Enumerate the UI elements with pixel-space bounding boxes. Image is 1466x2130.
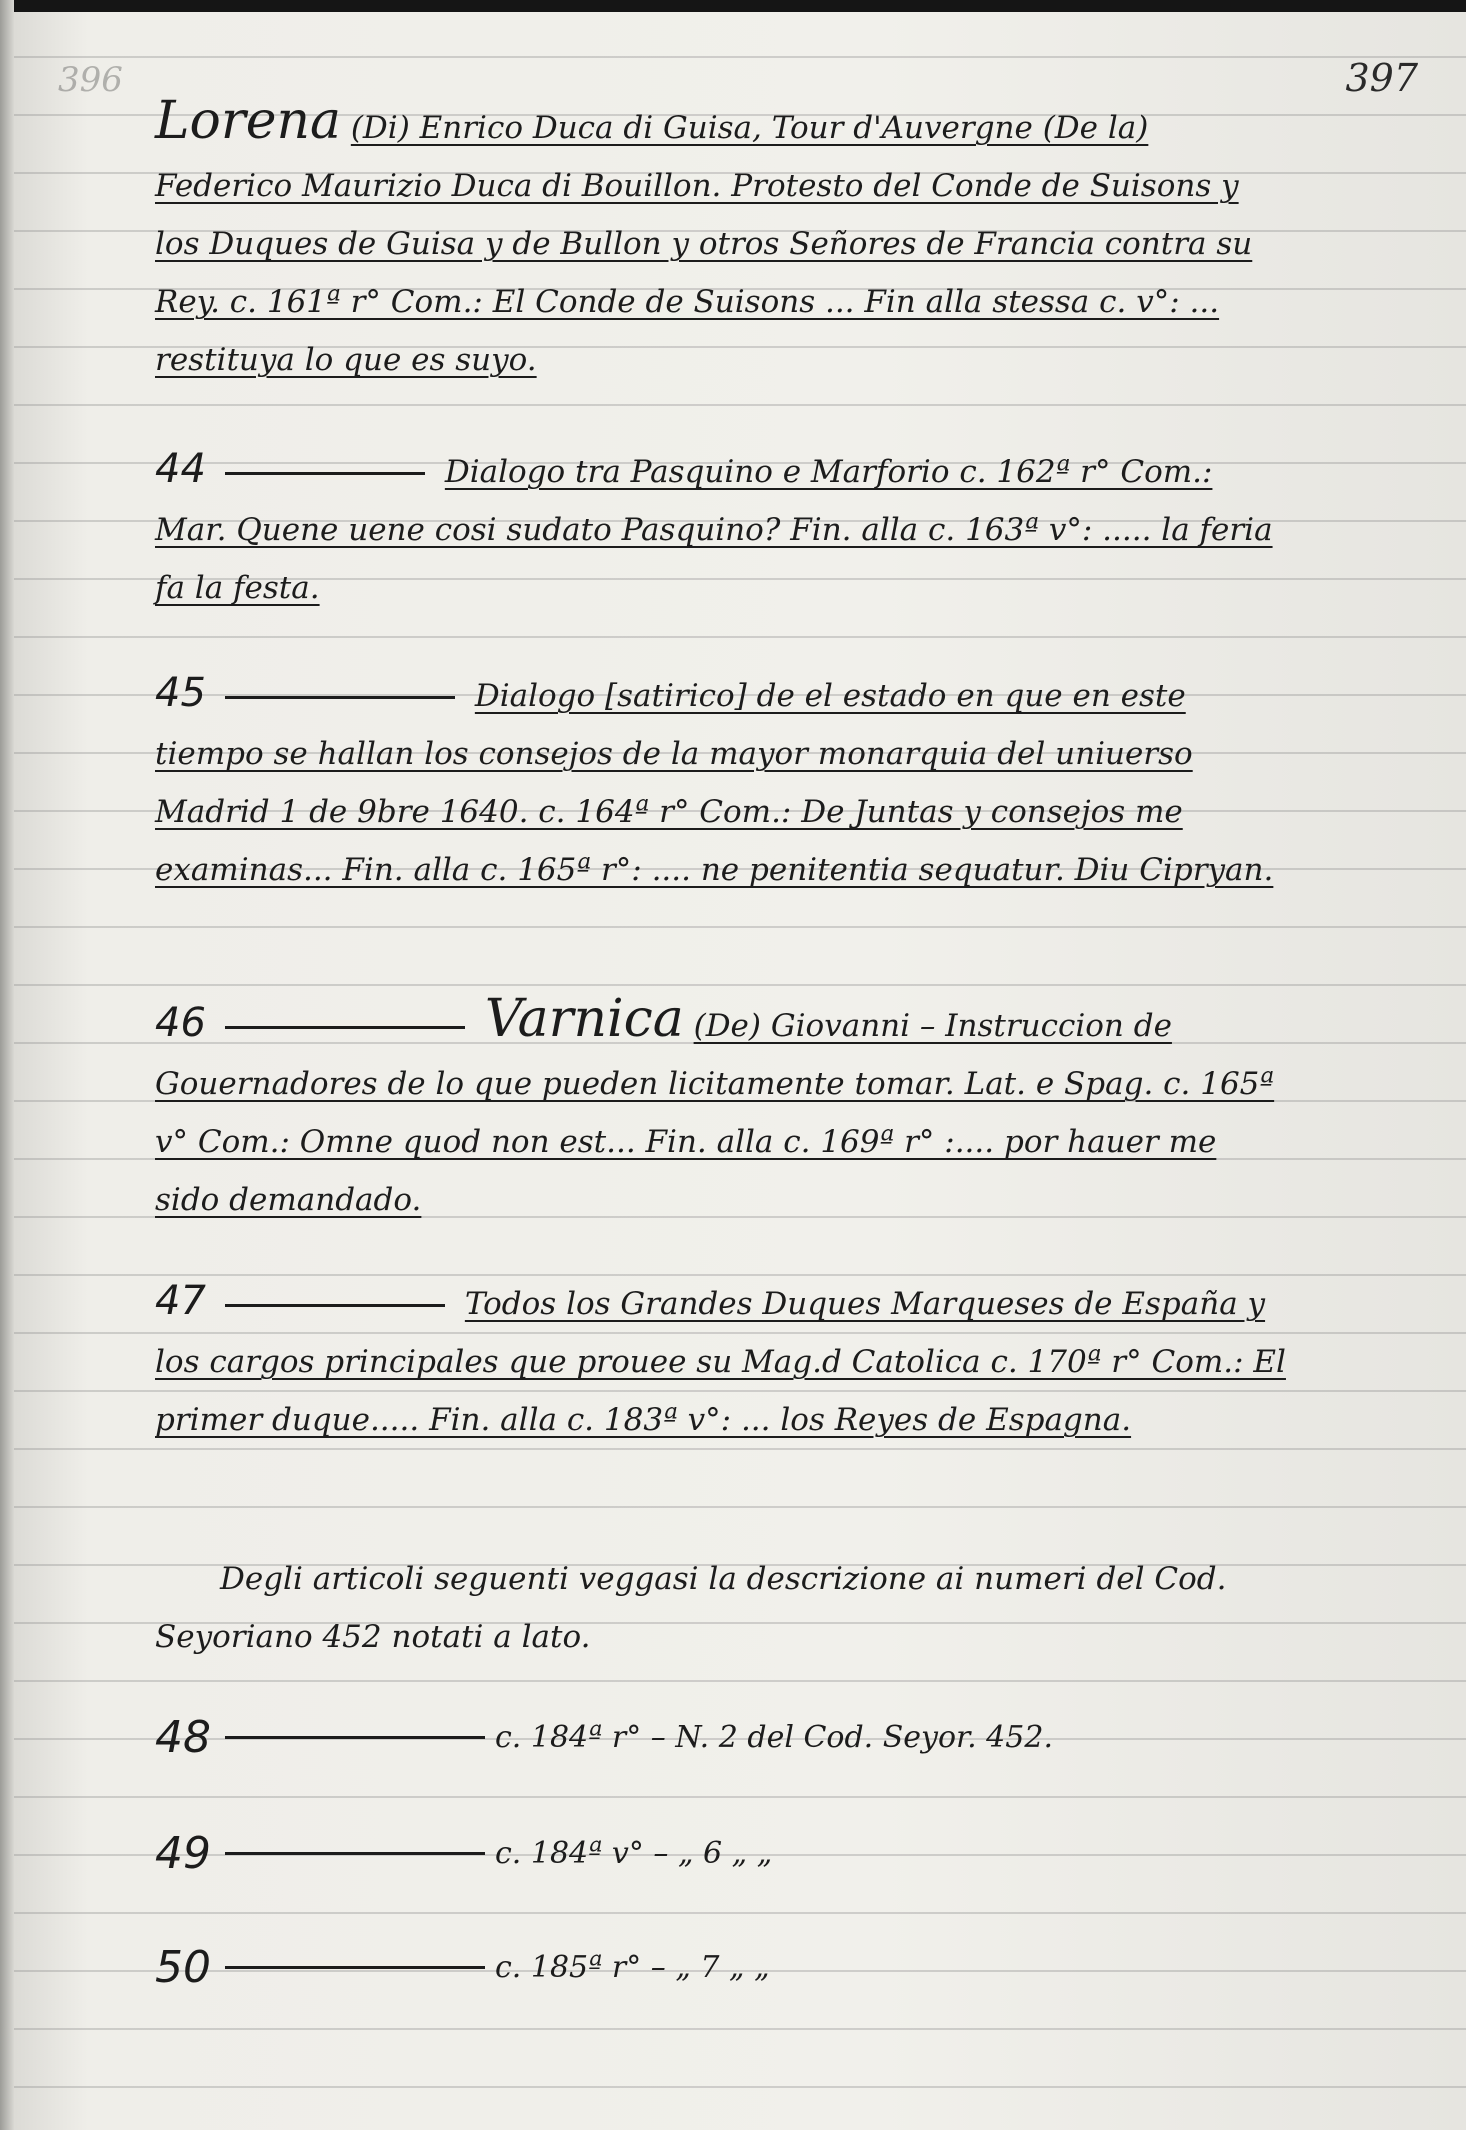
folio-number: 397 <box>1345 56 1418 100</box>
entry-dash <box>225 1304 445 1307</box>
page-top-edge <box>0 0 1466 12</box>
heading-entry-text: (Di) Enrico Duca di Guisa, Tour d'Auvergne (De la) Federico Maurizio Duca di Bouillon. Protesto del Conde de Suisons y los Duques de Guisa y de Bullon y otros Señores de Francia contra su Rey. c. 161ª r° Com.: El Conde de Suisons ... Fin alla stessa c. v°: ... restituya lo que es suyo. <box>155 110 1253 378</box>
entry-text: Todos los Grandes Duques Marqueses de España y los cargos principales que prouee su Mag.d Catolica c. 170ª r° Com.: El primer duque..... Fin. alla c. 183ª v°: ... los Reyes de Espagna. <box>155 1286 1286 1438</box>
reference-dash <box>225 1736 485 1739</box>
reference-text: c. 185ª r° – „ 7 „ „ <box>495 1950 770 1985</box>
entry-44 <box>155 440 1290 617</box>
reference-number: 48 <box>155 1712 211 1763</box>
reference-number: 49 <box>155 1828 211 1879</box>
entry-dash <box>225 696 455 699</box>
reference-49 <box>155 1828 1155 1879</box>
ghost-folio-number: 396 <box>58 60 123 100</box>
reference-50 <box>155 1942 1155 1993</box>
reference-text: c. 184ª r° – N. 2 del Cod. Seyor. 452. <box>495 1720 1053 1755</box>
entry-number: 47 <box>155 1278 206 1324</box>
heading-entry-name: Lorena <box>155 91 341 151</box>
reference-number: 50 <box>155 1942 211 1993</box>
page-binding-edge <box>0 0 14 2130</box>
reference-48 <box>155 1712 1155 1763</box>
entry-text: (De) Giovanni – Instruccion de Gouernadores de lo que pueden licitamente tomar. Lat. e Spag. c. 165ª v° Com.: Omne quod non est... Fin. alla c. 169ª r° :.... por hauer me sido demandado. <box>155 1008 1275 1218</box>
reference-dash <box>225 1852 485 1855</box>
heading-entry <box>155 92 1290 389</box>
entry-dash <box>225 472 425 475</box>
entry-number: 44 <box>155 446 206 492</box>
entry-46 <box>155 990 1290 1229</box>
entry-number: 45 <box>155 670 206 716</box>
entry-name: Varnica <box>484 989 684 1049</box>
reference-dash <box>225 1966 485 1969</box>
entry-text: Dialogo [satirico] de el estado en que en este tiempo se hallan los consejos de la mayor monarquia del uniuerso Madrid 1 de 9bre 1640. c. 164ª r° Com.: De Juntas y consejos me examinas... Fin. alla c. 165ª r°: .... ne penitentia sequatur. Diu Cipryan. <box>155 678 1274 888</box>
entry-dash <box>225 1026 465 1029</box>
entry-45 <box>155 664 1290 899</box>
entry-text: Dialogo tra Pasquino e Marforio c. 162ª r° Com.: Mar. Quene uene cosi sudato Pasquino? Fin. alla c. 163ª v°: ..... la feria fa la festa. <box>155 454 1273 606</box>
entry-number: 46 <box>155 1000 206 1046</box>
reference-text: c. 184ª v° – „ 6 „ „ <box>495 1836 773 1871</box>
note-paragraph: Degli articoli seguenti veggasi la descrizione ai numeri del Cod. Seyoriano 452 notati a lato. <box>155 1561 1227 1655</box>
entry-47 <box>155 1272 1290 1449</box>
